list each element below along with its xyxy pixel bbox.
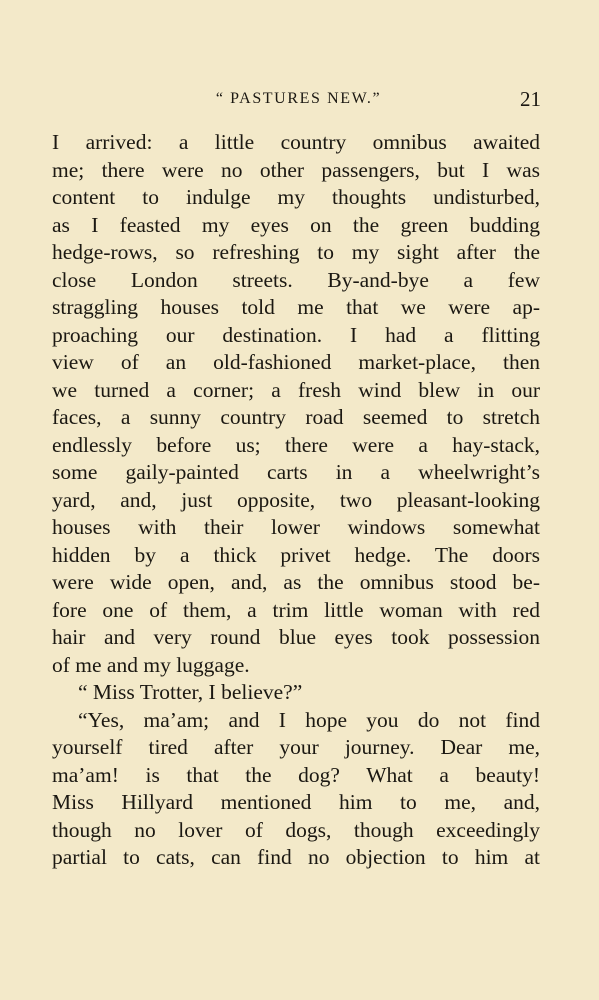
text-line: yourself tired after your journey. Dear me, bbox=[52, 735, 540, 759]
text-line: me; there were no other passengers, but I was bbox=[52, 157, 540, 182]
text-line: though no lover of dogs, though exceedingly bbox=[52, 817, 540, 842]
text-line: hair and very round blue eyes took possession bbox=[52, 625, 540, 649]
body-text bbox=[52, 129, 540, 872]
text-line: faces, a sunny country road seemed to stretch bbox=[52, 405, 540, 429]
text-line: houses with their lower windows somewhat bbox=[52, 515, 540, 539]
text-line: partial to cats, can find no objection to him at bbox=[52, 845, 540, 869]
text-line: straggling houses told me that we were ap- bbox=[52, 295, 540, 319]
text-line: content to indulge my thoughts undisturbed, bbox=[52, 185, 540, 209]
text-line: close London streets. By-and-bye a few bbox=[52, 267, 540, 292]
running-title: “ PASTURES NEW.” bbox=[215, 90, 382, 107]
text-line: Miss Hillyard mentioned him to me, and, bbox=[52, 790, 540, 814]
text-line: fore one of them, a trim little woman with red bbox=[52, 597, 540, 622]
text-line: view of an old-fashioned market-place, then bbox=[52, 350, 540, 374]
text-line: hedge-rows, so refreshing to my sight after the bbox=[52, 240, 540, 264]
running-head bbox=[52, 84, 545, 114]
text-line: we turned a corner; a fresh wind blew in our bbox=[52, 377, 540, 402]
text-line: of me and my luggage. bbox=[52, 652, 250, 677]
page-number: 21 bbox=[520, 87, 541, 111]
text-line: endlessly before us; there were a hay-stack, bbox=[52, 432, 540, 457]
text-line: “ Miss Trotter, I believe?” bbox=[78, 680, 303, 704]
text-line: some gaily-painted carts in a wheelwright’s bbox=[52, 460, 540, 484]
text-line: ma’am! is that the dog? What a beauty! bbox=[52, 762, 540, 787]
text-line: were wide open, and, as the omnibus stood be- bbox=[52, 570, 540, 594]
text-line: I arrived: a little country omnibus awaited bbox=[52, 130, 540, 154]
text-line: yard, and, just opposite, two pleasant-looking bbox=[52, 487, 540, 512]
text-line: hidden by a thick privet hedge. The doors bbox=[52, 542, 540, 567]
text-line: proaching our destination. I had a flitting bbox=[52, 322, 540, 347]
text-line: as I feasted my eyes on the green budding bbox=[52, 212, 540, 237]
text-line: “Yes, ma’am; and I hope you do not find bbox=[78, 707, 540, 732]
